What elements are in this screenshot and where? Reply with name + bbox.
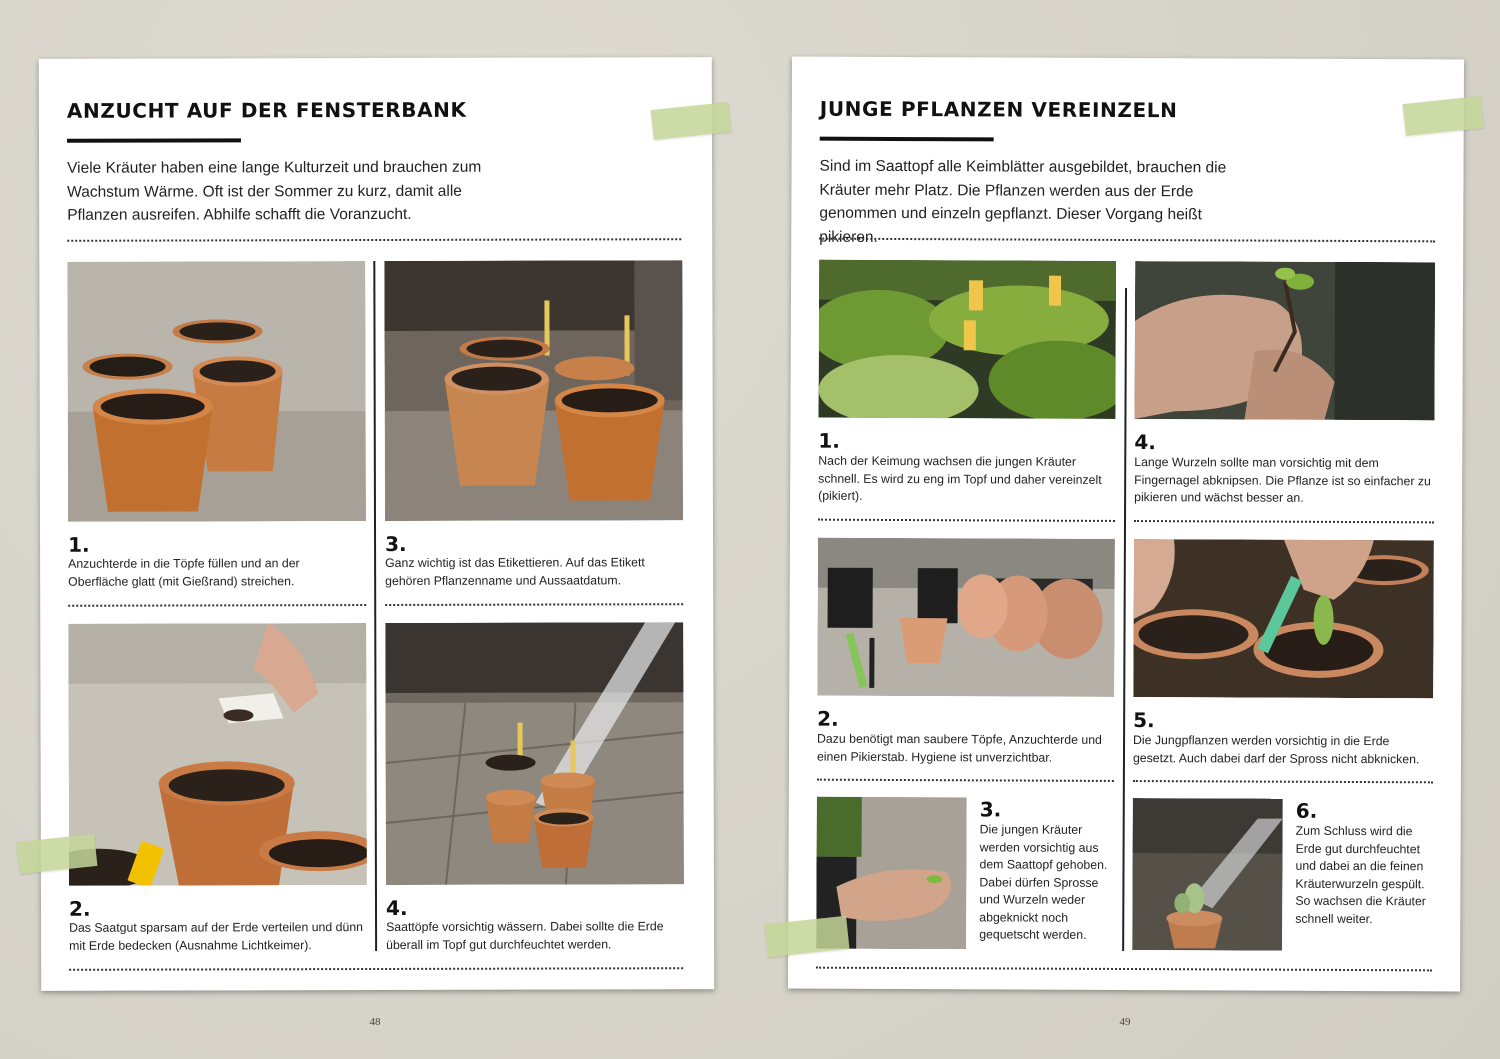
photo-pots-and-tools xyxy=(817,538,1115,697)
divider xyxy=(817,779,1114,782)
page-title: ANZUCHT AUF DER FENSTERBANK xyxy=(66,97,467,123)
left-page xyxy=(39,57,714,991)
divider xyxy=(816,967,1432,972)
step-number: 3. xyxy=(979,797,1002,822)
step-text: Zum Schluss wird die Erde gut durchfeuchtet und dabei an die feinen Kräuterwurzeln gespült. So wachsen die Kräuter schnell weiter. xyxy=(1295,823,1426,926)
step-number: 4. xyxy=(385,895,408,920)
step-number: 3. xyxy=(385,531,407,556)
divider xyxy=(1133,780,1433,783)
step-number: 2. xyxy=(68,896,91,921)
right-page xyxy=(788,57,1464,992)
divider xyxy=(818,519,1115,522)
step-text: Das Saatgut sparsam auf der Erde verteilen und dünn mit Erde bedecken (Ausnahme Lichtkeimer). xyxy=(69,920,364,953)
photo-planting xyxy=(1133,539,1434,698)
step-number: 1. xyxy=(818,428,840,453)
step-text: Anzuchterde in die Töpfe füllen und an der Oberfläche glatt (mit Gießrand) streichen. xyxy=(68,556,300,589)
photo-pots-filled xyxy=(67,261,366,522)
step-number: 5. xyxy=(1133,708,1155,733)
title-underline xyxy=(67,138,241,142)
divider xyxy=(1134,520,1434,523)
page-number: 49 xyxy=(1119,1016,1131,1028)
photo-labelled-pots xyxy=(384,260,683,521)
page-title: JUNGE PFLANZEN VEREINZELN xyxy=(819,96,1178,123)
step-text: Saattöpfe vorsichtig wässern. Dabei sollte die Erde überall im Topf gut durchfeuchtet werden. xyxy=(386,919,664,952)
step-number: 1. xyxy=(68,532,90,557)
photo-seedlings xyxy=(818,260,1116,419)
divider xyxy=(68,604,366,607)
washi-tape xyxy=(1403,96,1484,136)
photo-watering-seedling xyxy=(1132,798,1283,951)
step-text: Nach der Keimung wachsen die jungen Kräuter schnell. Es wird zu eng im Topf und daher vereinzelt (pikiert). xyxy=(818,453,1102,503)
step-number: 6. xyxy=(1295,798,1318,823)
page-number: 48 xyxy=(369,1016,381,1028)
photo-root-pinching xyxy=(1134,261,1435,420)
photo-watering xyxy=(385,622,684,885)
column-divider xyxy=(1122,288,1127,951)
divider xyxy=(69,967,683,971)
step-text: Ganz wichtig ist das Etikettieren. Auf das Etikett gehören Pflanzenname und Aussaatdatum. xyxy=(385,555,645,588)
step-text: Lange Wurzeln sollte man vorsichtig mit dem Fingernagel abknipsen. Die Pflanze ist so einfacher zu pikieren und wächst besser an. xyxy=(1134,455,1431,505)
photo-sowing-seeds xyxy=(68,623,367,886)
intro-text: Viele Kräuter haben eine lange Kulturzeit und brauchen zum Wachstum Wärme. Oft ist der Sommer zu kurz, damit alle Pflanzen ausreifen. Abhilfe schafft die Voranzucht. xyxy=(67,158,482,224)
title-underline xyxy=(820,137,994,142)
step-text: Die Jungpflanzen werden vorsichtig in die Erde gesetzt. Auch dabei darf der Spross nicht abknicken. xyxy=(1132,733,1420,766)
step-text: Dazu benötigt man saubere Töpfe, Anzuchterde und einen Pikierstab. Hygiene ist unverzichtbar. xyxy=(816,731,1102,765)
divider xyxy=(67,238,681,242)
step-number: 4. xyxy=(1134,430,1156,455)
step-number: 2. xyxy=(817,706,839,731)
divider xyxy=(385,603,683,606)
step-text: Die jungen Kräuter werden vorsichtig aus dem Saattopf gehoben. Dabei dürfen Sprosse und Wurzeln weder abgeknickt noch gequetscht werden. xyxy=(979,822,1108,942)
intro-text: Sind im Saattopf alle Keimblätter ausgebildet, brauchen die Kräuter mehr Platz. Die Pflanzen werden aus der Erde genommen und einzeln gepflanzt. Dieser Vorgang heißt pikieren. xyxy=(819,157,1227,246)
column-divider xyxy=(373,261,377,951)
